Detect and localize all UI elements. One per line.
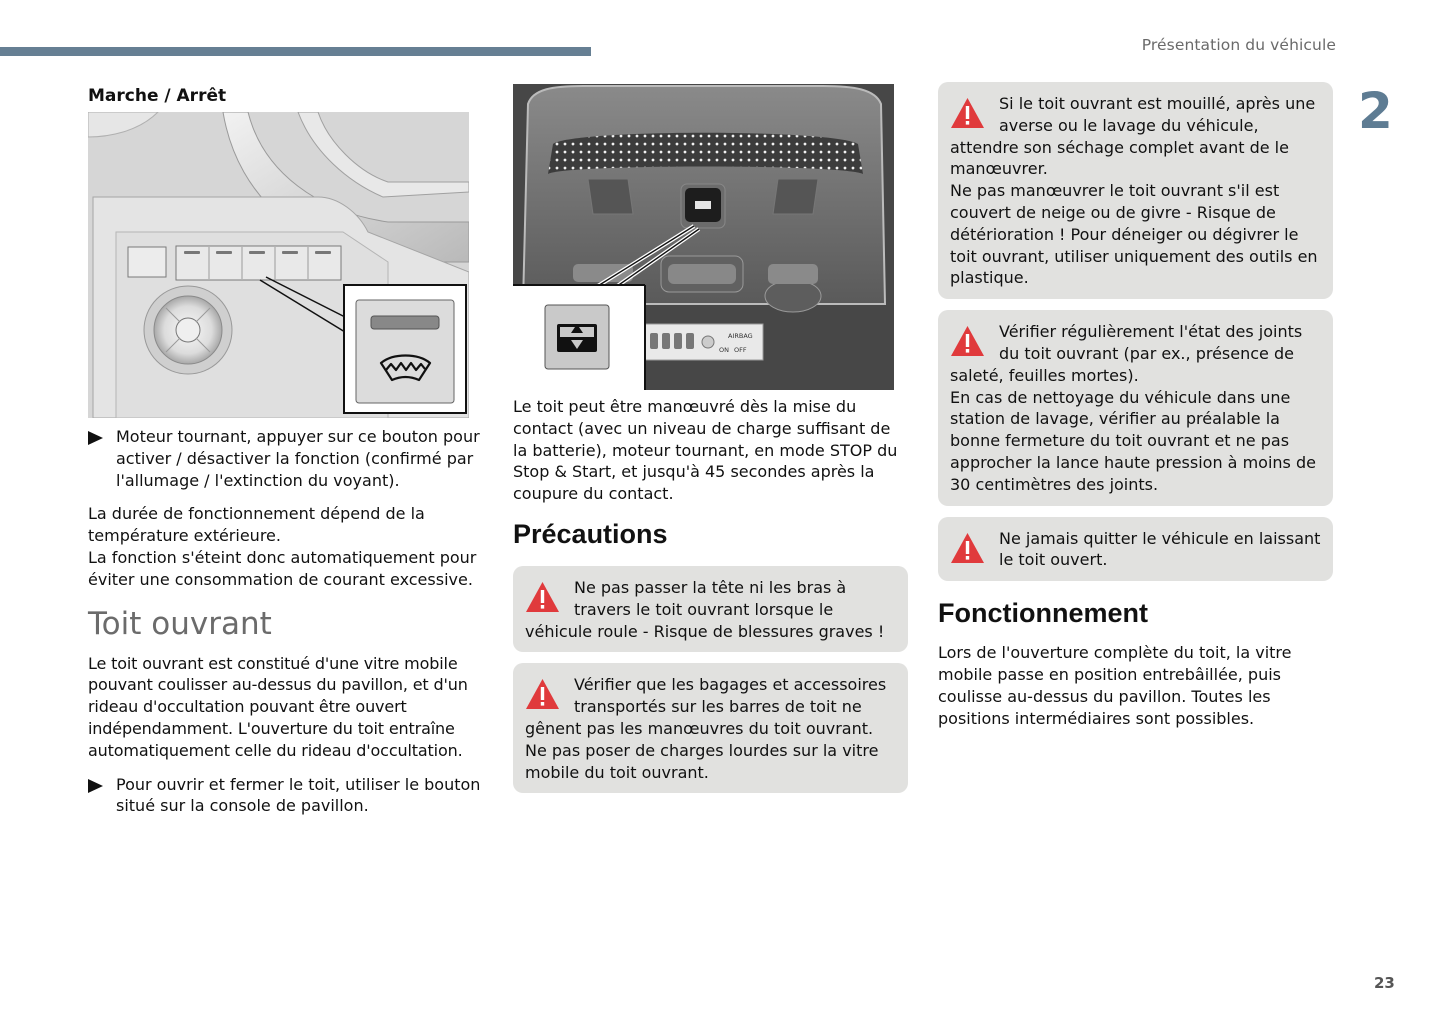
heading-precautions: Précautions [513,518,668,549]
sunroof-open-close-icon [557,324,597,352]
paragraph-operation-conditions: Le toit peut être manœuvré dès la mise du contact (avec un niveau de charge suffisant de la batterie), moteur tournant, en mode STOP du Stop & Start, et jusqu'à 45 secondes après la coupure du contact. [513,397,898,504]
warning-box-seals [938,310,1333,505]
warning-text: Ne pas passer la tête ni les bras à travers le toit ouvrant lorsque le véhicule roule - Risque de blessures graves ! [525,577,885,641]
bullet-arrow-icon [88,779,103,793]
warning-triangle-icon [950,532,985,564]
paragraph-full-opening: Lors de l'ouverture complète du toit, la vitre mobile passe en position entrebâillée, puis coulisse au-dessus du pavillon. Toutes les positions intermédiaires sont possibles. [938,643,1292,728]
warning-box-wet-roof [938,82,1333,299]
paragraph-line: La fonction s'éteint donc automatiquement pour éviter une consommation de courant excessive. [88,547,477,589]
paragraph-sunroof-description: Le toit ouvrant est constitué d'une vitre mobile pouvant coulisser au-dessus du pavillon, et d'un rideau d'occultation pouvant être ouvert indépendamment. L'ouverture du toit entraîne automatiquement celle du rideau d'occultation. [88,653,468,760]
bullet-text: Pour ouvrir et fermer le toit, utiliser le bouton situé sur la console de pavillon. [116,774,481,816]
svg-text:AIRBAG: AIRBAG [728,332,753,340]
roof-console-illustration [513,84,894,390]
warning-triangle-icon [950,325,985,357]
bullet-activate-function [88,426,483,491]
svg-text:ON: ON [719,346,729,354]
page-number: 23 [1374,974,1395,992]
warning-box-leave-open [938,517,1333,582]
bullet-arrow-icon [88,431,103,445]
roof-console-drawing [513,84,894,390]
warning-text: Si le toit ouvrant est mouillé, après une averse ou le lavage du véhicule, attendre son séchage complet avant de le manœuvrer. [950,94,1316,179]
header-rule [0,47,591,56]
svg-text:OFF: OFF [734,346,747,354]
warning-box-roof-luggage [513,663,908,793]
column-left [88,82,483,817]
column-middle [513,84,908,793]
warning-text: Ne jamais quitter le véhicule en laissant le toit ouvert. [999,528,1321,570]
subheading-marche-arret: Marche / Arrêt [88,86,227,106]
dashboard-drawing [88,112,469,418]
section-label: Présentation du véhicule [1141,36,1336,54]
warning-triangle-icon [525,581,560,613]
warning-box-head-arms [513,566,908,652]
heading-toit-ouvrant: Toit ouvrant [88,605,272,642]
bullet-text: Moteur tournant, appuyer sur ce bouton pour activer / désactiver la fonction (confirmé par l'allumage / l'extinction du voyant). [116,427,480,490]
dashboard-illustration [88,112,469,418]
bullet-open-close [88,774,483,818]
paragraph-duration [88,503,483,590]
heading-fonctionnement: Fonctionnement [938,598,1148,629]
warning-text: Ne pas manœuvrer le toit ouvrant s'il est couvert de neige ou de givre - Risque de détérioration ! Pour déneiger ou dégivrer le toit ouvrant, utiliser uniquement des outils en plastique. [950,181,1318,288]
column-right [938,82,1333,729]
warning-text: Vérifier que les bagages et accessoires transportés sur les barres de toit ne gênent pas les manœuvres du toit ouvrant. [525,675,887,738]
warning-text: Ne pas poser de charges lourdes sur la vitre mobile du toit ouvrant. [525,740,879,782]
warning-text: Vérifier régulièrement l'état des joints du toit ouvrant (par ex., présence de saleté, feuilles mortes). [950,322,1303,385]
warning-triangle-icon [525,678,560,710]
warning-triangle-icon [950,97,985,129]
warning-text: En cas de nettoyage du véhicule dans une station de lavage, vérifier au préalable la bonne fermeture du toit ouvrant et ne pas approcher la lance haute pression à moins de 30 centimètres des joints. [950,387,1316,494]
chapter-number: 2 [1358,82,1393,140]
paragraph-line: La durée de fonctionnement dépend de la température extérieure. [88,504,425,546]
